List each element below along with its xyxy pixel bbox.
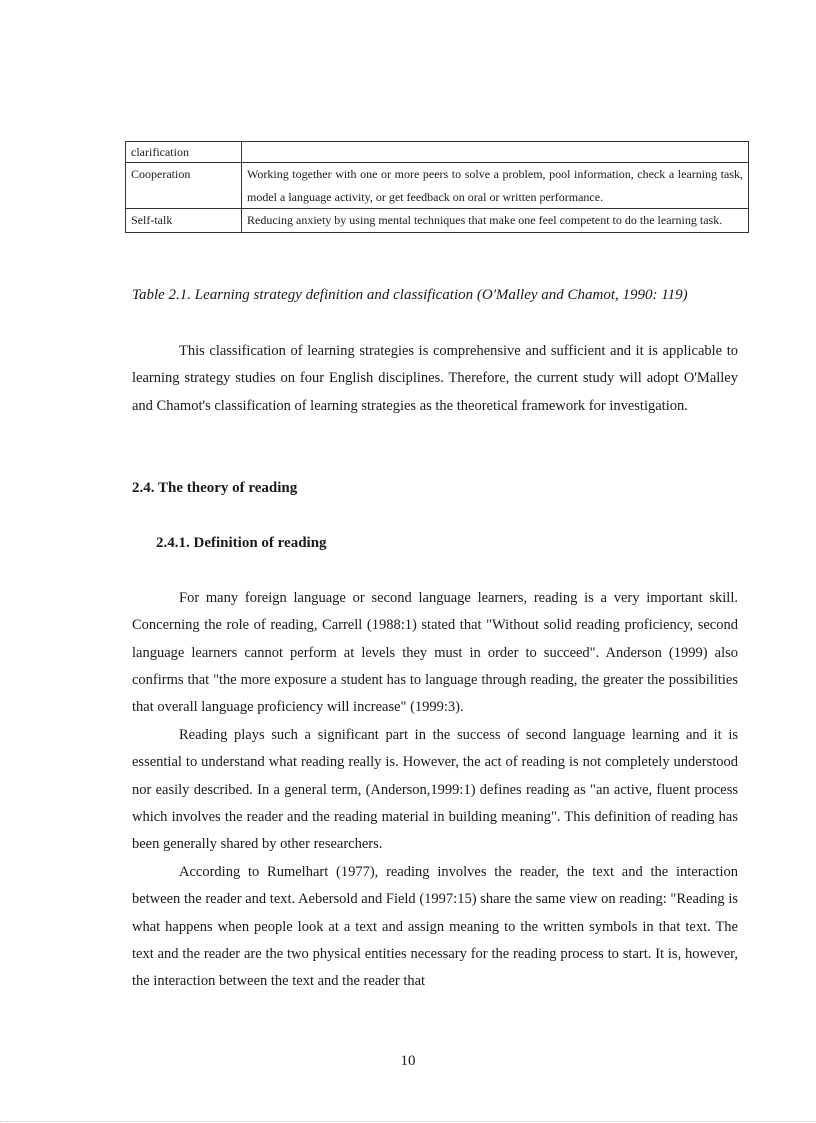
- paragraph-reading-definition: [132, 722, 738, 858]
- paragraph-text: According to Rumelhart (1977), reading involves the reader, the text and the interaction between the reader and text. Aebersold and Field (1997:15) share the same view on reading: "Reading is what happens when people look at a text and assign meaning to the written symbols in that text. The text and the reader are the two physical entities necessary for the reading process to start. It is, however, the interaction between the text and the reader that: [132, 864, 738, 990]
- paragraph-text: Reading plays such a significant part in the success of second language learning and it is essential to understand what reading really is. However, the act of reading is not completely understood nor easily described. In a general term, (Anderson,1999:1) defines reading as "an active, fluent process which involves the reader and the reading material in building meaning". This definition of reading has been generally shared by other researchers.: [132, 727, 738, 853]
- table-caption: Table 2.1. Learning strategy definition and classification (O'Malley and Chamot, 1990: 119): [132, 287, 688, 303]
- paragraph-classification: [132, 338, 738, 420]
- table-row: [126, 142, 749, 163]
- page-number: 10: [400, 1053, 416, 1069]
- strategy-name-cell: clarification: [126, 142, 242, 163]
- strategy-description-cell: [242, 142, 749, 163]
- strategy-description-cell: Reducing anxiety by using mental techniques that make one feel competent to do the learning task.: [242, 209, 749, 233]
- strategy-description-cell: Working together with one or more peers to solve a problem, pool information, check a learning task, model a language activity, or get feedback on oral or written performance.: [242, 163, 749, 209]
- section-heading: 2.4. The theory of reading: [132, 480, 298, 496]
- strategy-name-cell: Self-talk: [126, 209, 242, 233]
- table-row: [126, 209, 749, 233]
- subsection-heading: 2.4.1. Definition of reading: [156, 535, 327, 551]
- table-row: [126, 163, 749, 209]
- paragraph-text: For many foreign language or second language learners, reading is a very important skill. Concerning the role of reading, Carrell (1988:1) stated that "Without solid reading proficiency, second language learners cannot perform at levels they must in order to succeed". Anderson (1999) also confirms that "the more exposure a student has to language through reading, the greater the possibilities that overall language proficiency will increase" (1999:3).: [132, 590, 738, 716]
- paragraph-reading-importance: [132, 585, 738, 721]
- paragraph-reading-interaction: [132, 859, 738, 995]
- strategy-name-cell: Cooperation: [126, 163, 242, 209]
- page-bottom-rule: [0, 1121, 816, 1122]
- strategy-table: [125, 141, 749, 233]
- paragraph-text: This classification of learning strategies is comprehensive and sufficient and it is applicable to learning strategy studies on four English disciplines. Therefore, the current study will adopt O'Malley and Chamot's classification of learning strategies as the theoretical framework for investigation.: [132, 343, 738, 414]
